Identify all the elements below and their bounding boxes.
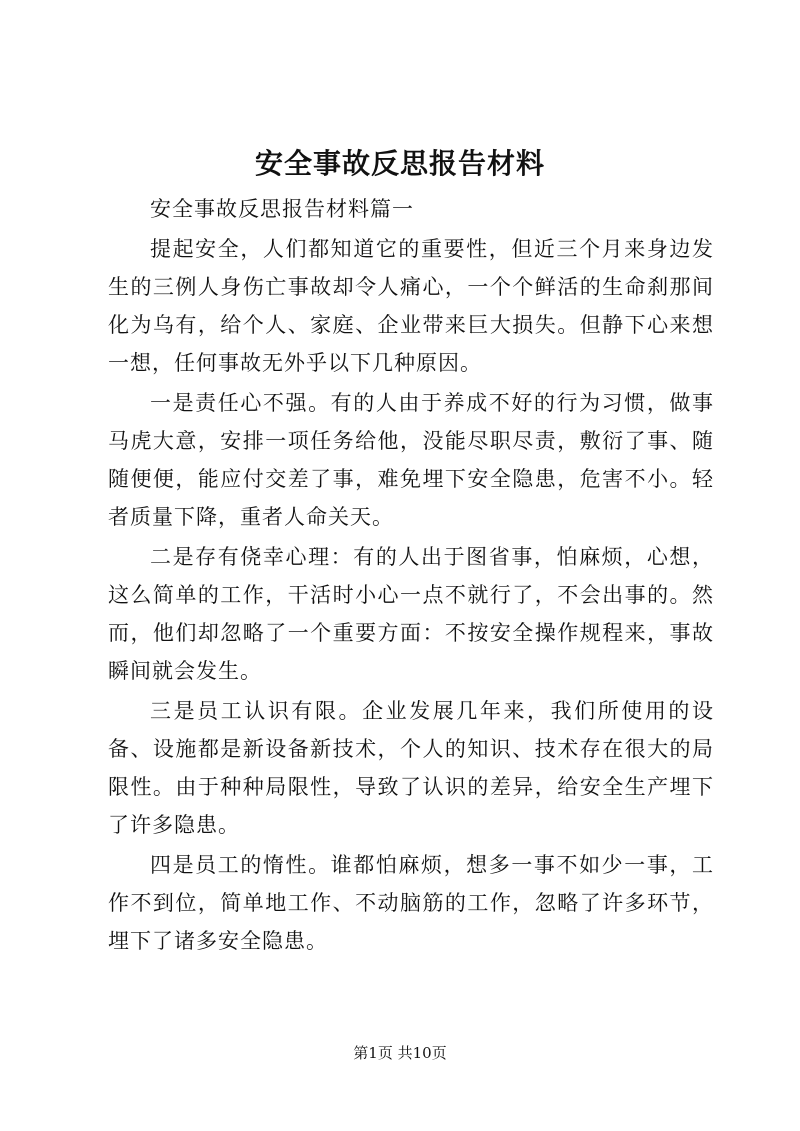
paragraph-cause-2: 二是存有侥幸心理：有的人出于图省事，怕麻烦，心想，这么简单的工作，干活时小心一点不就行了，不会出事的。然而，他们却忽略了一个重要方面：不按安全操作规程来，事故瞬间就会发生。 (108, 545, 714, 683)
document-title: 安全事故反思报告材料 (254, 147, 545, 180)
page-footer: 第1页 共10页 (353, 1044, 447, 1062)
paragraph-intro: 提起安全，人们都知道它的重要性，但近三个月来身边发生的三例人身伤亡事故却令人痛心，一个个鲜活的生命刹那间化为乌有，给个人、家庭、企业带来巨大损失。但静下心来想一想，任何事故无外乎以下几种原因。 (108, 237, 714, 375)
paragraph-cause-3: 三是员工认识有限。企业发展几年来，我们所使用的设备、设施都是新设备新技术，个人的知识、技术存在很大的局限性。由于种种局限性，导致了认识的差异，给安全生产埋下了许多隐患。 (108, 699, 714, 837)
section-heading: 安全事故反思报告材料篇一 (150, 197, 414, 221)
paragraph-cause-4: 四是员工的惰性。谁都怕麻烦，想多一事不如少一事，工作不到位，简单地工作、不动脑筋的工作，忽略了许多环节，埋下了诸多安全隐患。 (108, 853, 714, 953)
paragraph-cause-1: 一是责任心不强。有的人由于养成不好的行为习惯，做事马虎大意，安排一项任务给他，没能尽职尽责，敷衍了事、随随便便，能应付交差了事，难免埋下安全隐患，危害不小。轻者质量下降，重者人命关天。 (108, 391, 714, 529)
document-body (108, 190, 714, 962)
